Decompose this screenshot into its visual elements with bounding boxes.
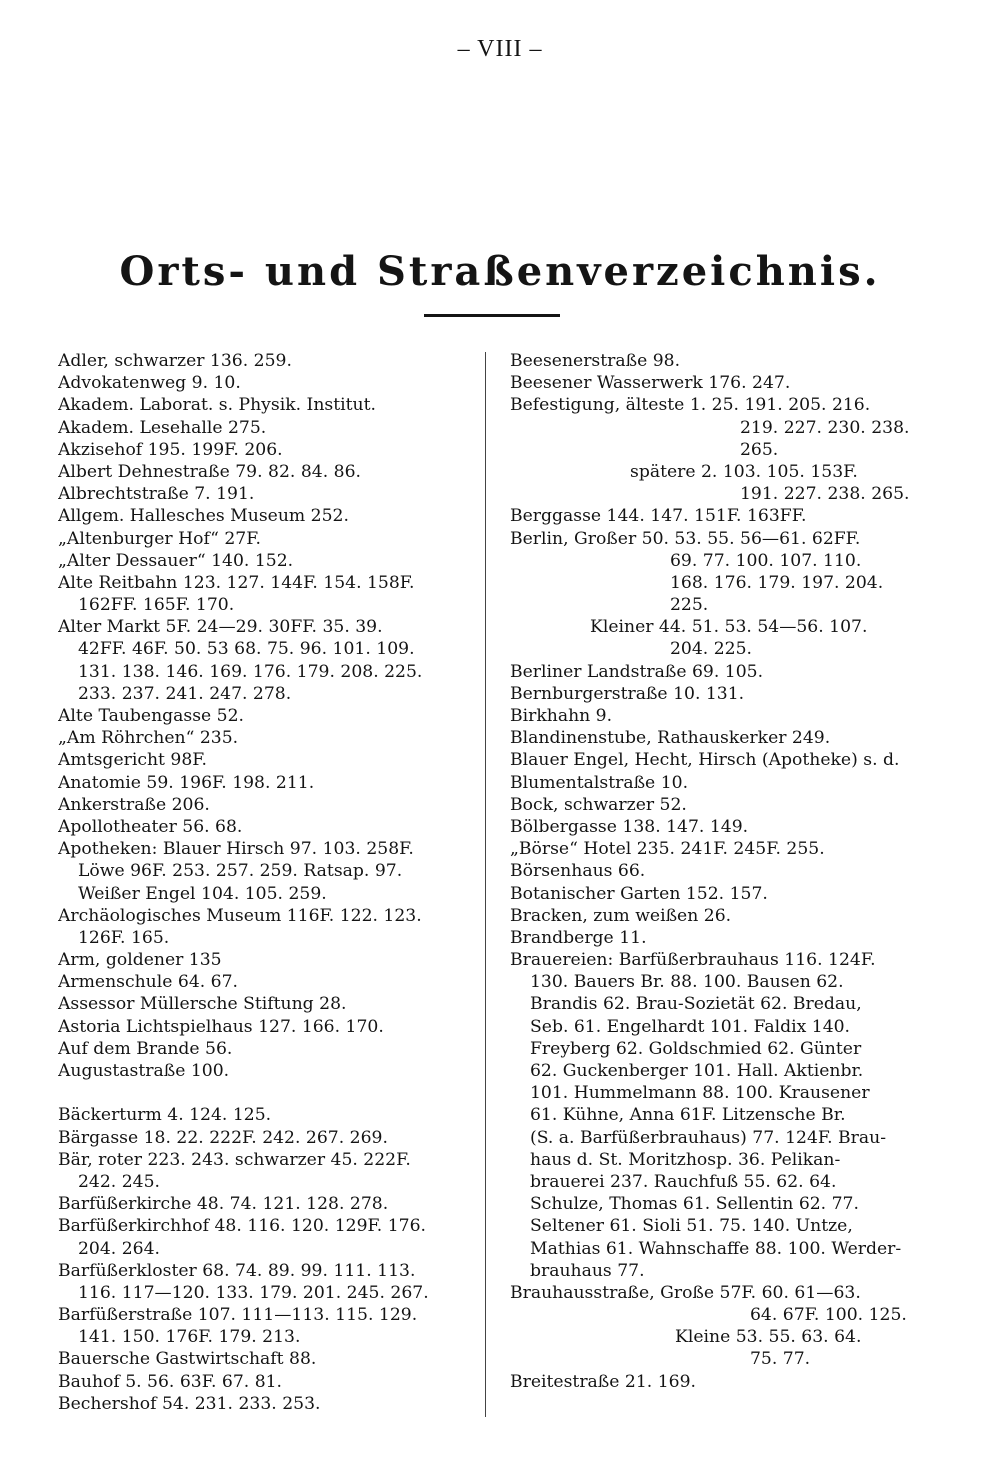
index-entry: Augustastraße 100. [58, 1061, 230, 1081]
index-entry: Botanischer Garten 152. 157. [510, 883, 768, 904]
index-entry: Allgem. Hallesches Museum 252. [58, 506, 349, 527]
index-entry: „Alter Dessauer“ 140. 152. [58, 550, 294, 571]
index-entry-continuation: 168. 176. 179. 197. 204. [670, 572, 884, 593]
index-subentry: Kleiner 44. 51. 53. 54—56. 107. [590, 617, 868, 638]
index-entry-continuation: Mathias 61. Wahnschaffe 88. 100. Werder- [530, 1238, 902, 1259]
index-subentry: spätere 2. 103. 105. 153F. [630, 461, 858, 482]
index-entry: Berliner Landstraße 69. 105. [510, 661, 764, 682]
index-entry-continuation: 131. 138. 146. 169. 176. 179. 208. 225. [78, 661, 423, 682]
index-entry: Brauhausstraße, Große 57F. 60. 61—63. [510, 1282, 861, 1303]
index-entry: Brandberge 11. [510, 927, 647, 948]
index-entry: Alte Taubengasse 52. [58, 706, 244, 726]
index-entry-continuation: brauerei 237. Rauchfuß 55. 62. 64. [530, 1171, 837, 1192]
index-entry-continuation: 191. 227. 238. 265. [740, 484, 910, 505]
index-entry-continuation: Freyberg 62. Goldschmied 62. Günter [530, 1038, 862, 1059]
index-entry: Bäckerturm 4. 124. 125. [58, 1105, 272, 1126]
index-entry: Armenschule 64. 67. [58, 972, 239, 993]
index-entry: Amtsgericht 98F. [58, 750, 207, 771]
index-entry: Akadem. Laborat. s. Physik. Institut. [58, 395, 376, 416]
index-entry-continuation: Löwe 96F. 253. 257. 259. Ratsap. 97. [78, 861, 403, 882]
index-entry-continuation: 42FF. 46F. 50. 53 68. 75. 96. 101. 109. [78, 639, 415, 660]
index-entry: Börsenhaus 66. [510, 861, 646, 882]
index-entry: Breitestraße 21. 169. [510, 1371, 696, 1392]
index-entry: Advokatenweg 9. 10. [58, 373, 241, 394]
index-entry: „Am Röhrchen“ 235. [58, 728, 239, 749]
index-entry: Bock, schwarzer 52. [510, 794, 687, 815]
index-entry-continuation: 233. 237. 241. 247. 278. [78, 683, 292, 704]
index-entry: Bracken, zum weißen 26. [510, 905, 732, 926]
index-entry-continuation: 62. Guckenberger 101. Hall. Aktienbr. [530, 1061, 864, 1081]
index-entry: Barfüßerkirchhof 48. 116. 120. 129F. 176. [58, 1216, 426, 1237]
index-entry: „Altenburger Hof“ 27F. [58, 528, 261, 549]
index-entry-continuation: Seb. 61. Engelhardt 101. Faldix 140. [530, 1016, 851, 1037]
index-entry: Bechershof 54. 231. 233. 253. [58, 1393, 321, 1414]
index-entry-continuation: 204. 264. [78, 1238, 161, 1259]
index-entry-continuation: 242. 245. [78, 1171, 161, 1192]
index-entry-continuation: 219. 227. 230. 238. [740, 417, 910, 438]
index-entry: Auf dem Brande 56. [58, 1038, 233, 1059]
index-entry: Bauersche Gastwirtschaft 88. [58, 1349, 317, 1370]
right-column [510, 350, 950, 1393]
index-entry: Barfüßerkloster 68. 74. 89. 99. 111. 113. [58, 1260, 416, 1281]
index-entry: Akzisehof 195. 199F. 206. [58, 439, 283, 460]
index-entry: Bärgasse 18. 22. 222F. 242. 267. 269. [58, 1127, 388, 1148]
index-entry: „Börse“ Hotel 235. 241F. 245F. 255. [510, 839, 825, 860]
index-entry: Alter Markt 5F. 24—29. 30FF. 35. 39. [58, 617, 383, 638]
index-entry: Astoria Lichtspielhaus 127. 166. 170. [58, 1016, 384, 1037]
index-entry: Ankerstraße 206. [58, 794, 210, 815]
index-entry: Akadem. Lesehalle 275. [58, 417, 267, 438]
index-entry-continuation: 126F. 165. [78, 927, 170, 948]
index-entry-continuation: 130. Bauers Br. 88. 100. Bausen 62. [530, 972, 844, 993]
index-entry: Barfüßerkirche 48. 74. 121. 128. 278. [58, 1194, 389, 1215]
index-entry: Anatomie 59. 196F. 198. 211. [58, 772, 315, 793]
left-column [58, 350, 476, 1415]
index-entry: Beesener Wasserwerk 176. 247. [510, 373, 791, 394]
index-entry: Apotheken: Blauer Hirsch 97. 103. 258F. [58, 839, 414, 860]
index-entry-continuation: Weißer Engel 104. 105. 259. [78, 883, 327, 904]
index-entry-continuation: 69. 77. 100. 107. 110. [670, 550, 862, 571]
index-entry: Blauer Engel, Hecht, Hirsch (Apotheke) s. d. [510, 750, 900, 771]
index-entry: Albert Dehnestraße 79. 82. 84. 86. [58, 461, 361, 482]
index-entry: Archäologisches Museum 116F. 122. 123. [58, 905, 422, 926]
index-entry-continuation: brauhaus 77. [530, 1260, 645, 1281]
index-entry: Blumentalstraße 10. [510, 772, 689, 793]
index-entry: Bauhof 5. 56. 63F. 67. 81. [58, 1371, 283, 1392]
index-entry-continuation: 64. 67F. 100. 125. [750, 1305, 907, 1326]
section-gap [58, 1082, 476, 1104]
index-entry: Berlin, Großer 50. 53. 55. 56—61. 62FF. [510, 528, 861, 549]
index-entry-continuation: haus d. St. Moritzhosp. 36. Pelikan- [530, 1149, 841, 1170]
index-entry: Berggasse 144. 147. 151F. 163FF. [510, 506, 807, 527]
index-entry: Bernburgerstraße 10. 131. [510, 683, 745, 704]
index-entry: Alte Reitbahn 123. 127. 144F. 154. 158F. [58, 572, 415, 593]
index-entry: Birkhahn 9. [510, 706, 613, 726]
index-entry-continuation: 75. 77. [750, 1349, 811, 1370]
index-entry: Bär, roter 223. 243. schwarzer 45. 222F. [58, 1149, 411, 1170]
page-title: Orts- und Straßenverzeichnis. [119, 248, 881, 295]
index-entry: Apollotheater 56. 68. [58, 816, 243, 837]
index-entry: Arm, goldener 135 [58, 950, 222, 971]
index-entry: Albrechtstraße 7. 191. [58, 484, 255, 505]
index-entry-continuation: 141. 150. 176F. 179. 213. [78, 1327, 301, 1348]
index-entry-continuation: 225. [670, 595, 709, 616]
index-entry-continuation: Schulze, Thomas 61. Sellentin 62. 77. [530, 1194, 859, 1215]
index-entry-continuation: 265. [740, 439, 779, 460]
index-entry-continuation: Brandis 62. Brau-Sozietät 62. Bredau, [530, 994, 862, 1015]
index-entry-continuation: 162FF. 165F. 170. [78, 595, 235, 616]
index-entry: Barfüßerstraße 107. 111—113. 115. 129. [58, 1305, 418, 1326]
index-entry: Brauereien: Barfüßerbrauhaus 116. 124F. [510, 950, 876, 971]
title-underline [424, 314, 560, 317]
page-number: – VIII – [457, 36, 543, 62]
index-entry: Blandinenstube, Rathauskerker 249. [510, 728, 831, 749]
index-subentry: Kleine 53. 55. 63. 64. [675, 1327, 862, 1348]
index-entry-continuation: 101. Hummelmann 88. 100. Krausener [530, 1083, 870, 1104]
index-entry: Adler, schwarzer 136. 259. [58, 351, 292, 371]
index-entry: Befestigung, älteste 1. 25. 191. 205. 216. [510, 395, 871, 416]
index-entry: Beesenerstraße 98. [510, 351, 681, 371]
index-entry: Assessor Müllersche Stiftung 28. [58, 994, 347, 1015]
index-entry: Bölbergasse 138. 147. 149. [510, 816, 749, 837]
index-entry-continuation: 61. Kühne, Anna 61F. Litzensche Br. [530, 1105, 846, 1126]
index-entry-continuation: (S. a. Barfüßerbrauhaus) 77. 124F. Brau- [530, 1127, 887, 1148]
column-divider [485, 352, 486, 1417]
index-entry-continuation: 204. 225. [670, 639, 753, 660]
index-entry-continuation: Seltener 61. Sioli 51. 75. 140. Untze, [530, 1216, 853, 1237]
index-entry-continuation: 116. 117—120. 133. 179. 201. 245. 267. [78, 1282, 429, 1303]
